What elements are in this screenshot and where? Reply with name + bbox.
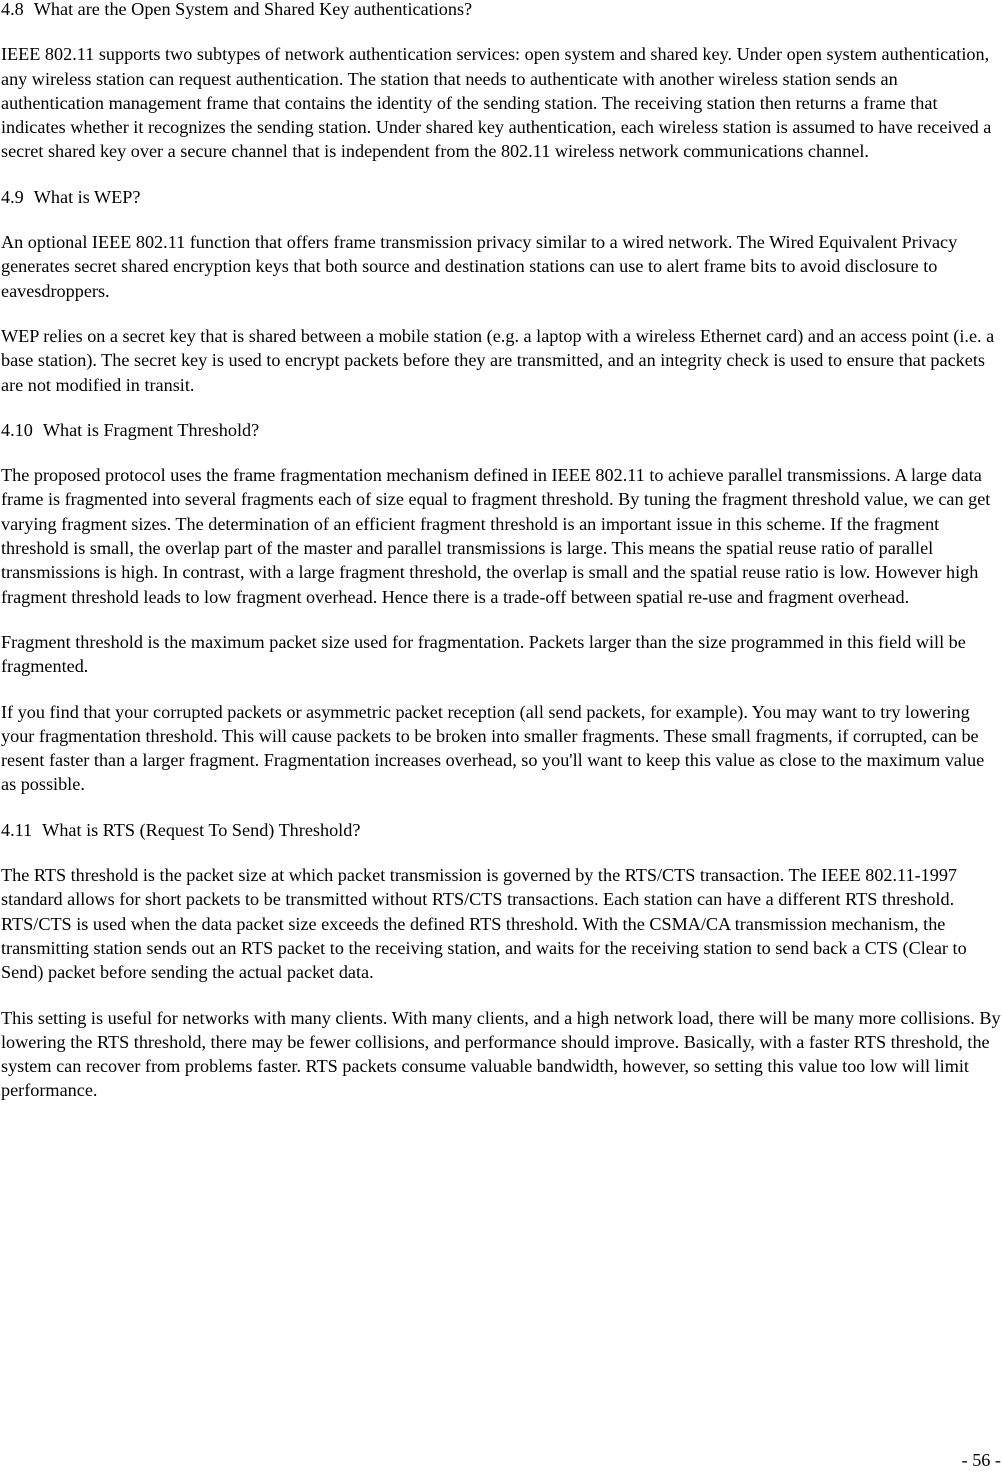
paragraph: The proposed protocol uses the frame fragmentation mechanism defined in IEEE 802.11 to achieve parallel transmissions. A large data frame is fragmented into several fragments each of size equal to fragment threshold. By tuning the fragment threshold value, we can get varying fragment sizes. The determination of an efficient fragment threshold is an important issue in this scheme. If the fragment threshold is small, the overlap part of the master and parallel transmissions is large. This means the spatial reuse ratio of parallel transmissions is high. In contrast, with a large fragment threshold, the overlap is small and the spatial reuse ratio is low. However high fragment threshold leads to low fragment overhead. Hence there is a trade-off between spatial re-use and fragment overhead. — [1, 465, 991, 607]
section-heading — [1, 185, 1002, 209]
section-number: 4.9 — [1, 186, 24, 207]
section-heading — [1, 418, 1002, 442]
section-heading — [1, 818, 1002, 842]
section-title: What is RTS (Request To Send) Threshold? — [42, 819, 361, 840]
paragraph: IEEE 802.11 supports two subtypes of network authentication services: open system and shared key. Under open system authentication, any wireless station can request authentication. The station that needs to authenticate with another wireless station sends an authentication management frame that contains the identity of the sending station. The receiving station then returns a frame that indicates whether it recognizes the sending station. Under shared key authentication, each wireless station is assumed to have received a secret shared key over a secure channel that is independent from the 802.11 wireless network communications channel. — [1, 44, 992, 162]
paragraph: An optional IEEE 802.11 function that offers frame transmission privacy similar to a wired network. The Wired Equivalent Privacy generates secret shared encryption keys that both source and destination stations can use to alert frame bits to avoid disclosure to eavesdroppers. — [1, 232, 958, 301]
section-rts-threshold — [1, 818, 1002, 1103]
section-number: 4.8 — [1, 0, 24, 19]
paragraph: The RTS threshold is the packet size at which packet transmission is governed by the RTS/CTS transaction. The IEEE 802.11-1997 standard allows for short packets to be transmitted without RTS/CTS transactions. Each station can have a different RTS threshold. RTS/CTS is used when the data packet size exceeds the defined RTS threshold. With the CSMA/CA transmission mechanism, the transmitting station sends out an RTS packet to the receiving station, and waits for the receiving station to send back a CTS (Clear to Send) packet before sending the actual packet data. — [1, 865, 967, 983]
section-number: 4.10 — [1, 419, 33, 440]
section-title: What is Fragment Threshold? — [42, 419, 260, 440]
section-title: What are the Open System and Shared Key authentications? — [33, 0, 473, 19]
section-title: What is WEP? — [33, 186, 141, 207]
paragraph: If you find that your corrupted packets or asymmetric packet reception (all send packets, for example). You may want to try lowering your fragmentation threshold. This will cause packets to be broken into smaller fragments. These small fragments, if corrupted, can be resent faster than a larger fragment. Fragmentation increases overhead, so you'll want to keep this value as close to the maximum value as possible. — [1, 701, 985, 795]
section-fragment-threshold — [1, 418, 1002, 797]
paragraph: This setting is useful for networks with many clients. With many clients, and a high network load, there will be many more collisions. By lowering the RTS threshold, there may be fewer collisions, and performance should improve. Basically, with a faster RTS threshold, the system can recover from problems faster. RTS packets consume valuable bandwidth, however, so setting this value too low will limit performance. — [1, 1007, 1001, 1101]
document-page — [1, 0, 1002, 1124]
paragraph: Fragment threshold is the maximum packet size used for fragmentation. Packets larger than the size programmed in this field will be fragmented. — [1, 631, 966, 677]
section-open-system-shared-key — [1, 0, 1002, 164]
section-wep — [1, 185, 1002, 397]
section-heading — [1, 0, 1002, 21]
paragraph: WEP relies on a secret key that is shared between a mobile station (e.g. a laptop with a wireless Ethernet card) and an access point (i.e. a base station). The secret key is used to encrypt packets before they are transmitted, and an integrity check is used to ensure that packets are not modified in transit. — [1, 325, 995, 395]
section-number: 4.11 — [1, 819, 33, 840]
page-number: - 56 - — [961, 1450, 1001, 1470]
